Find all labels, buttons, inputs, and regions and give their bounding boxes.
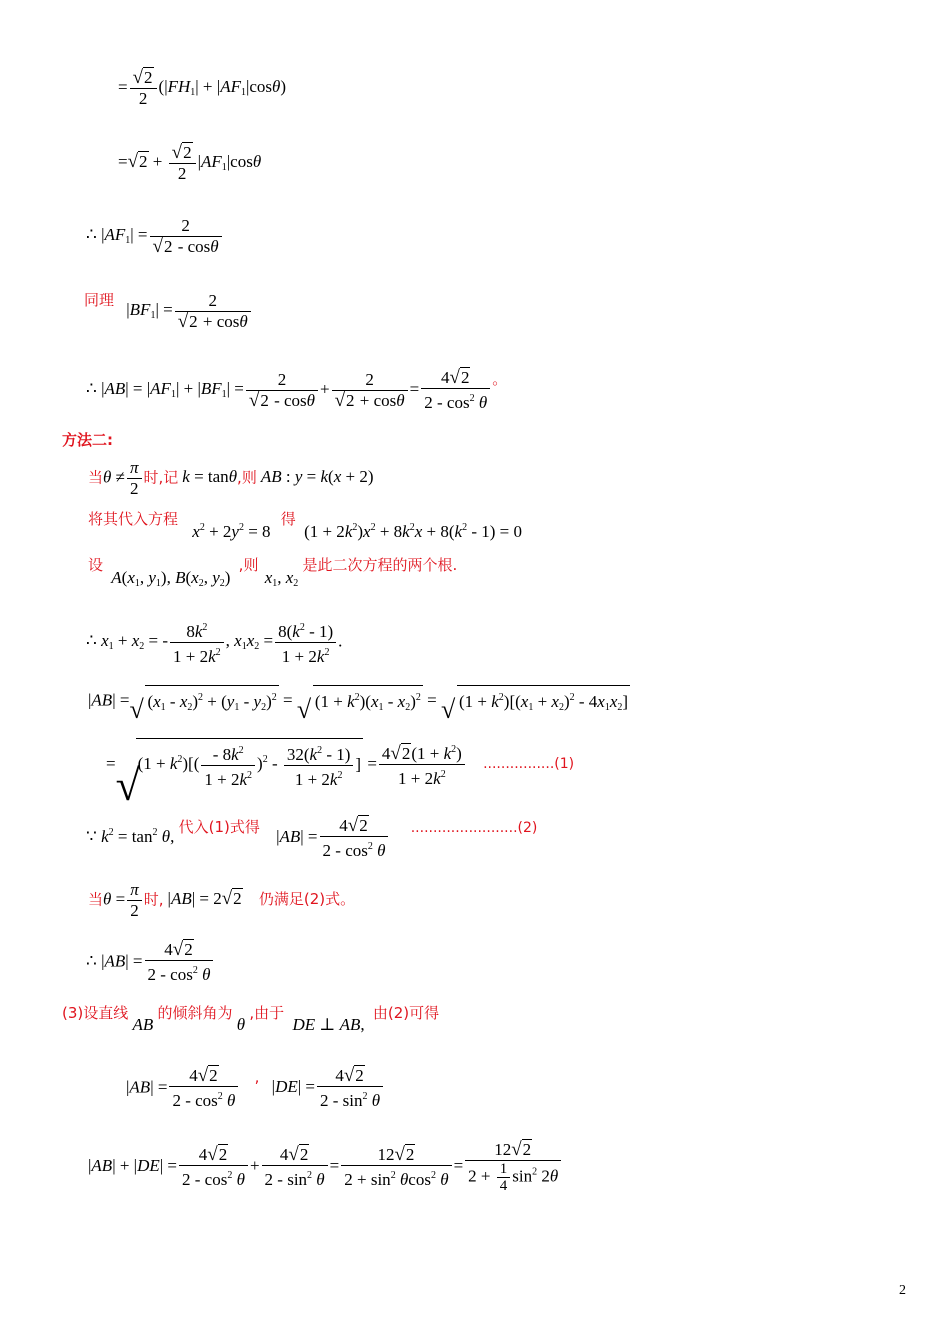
equation-line-1: = $\frac{√2}{2}$ $(|FH_1| + |AF_1|\cos\theta)$ (118, 67, 287, 108)
equation-line-16: |AB| = $\frac{4√2}{2 - \cos^2 \theta}$ , |DE| = $\frac{4√2}{2 - \sin^2 \theta}$ (126, 1066, 385, 1111)
label-shi-2: 时, (143, 890, 164, 909)
equation-line-5: ∴ $|AB| = |AF_1| + |BF_1|$ = $\frac{2}{√2 - \cos\theta}$ + $\frac{2}{√2 + \cos\theta}$ = $\frac{4√2}{2 - \cos^2 \theta}$ 。 (86, 367, 508, 412)
label-ze: ,则 (237, 468, 257, 487)
label-dang: 当 (88, 468, 104, 487)
label-shi-ji: 时,记 (143, 468, 179, 487)
equation-line-10: |AB| = √ $(x_1 - x_2)^2 + (y_1 - y_2)^2$ = √ $(1 + k^2)(x_1 - x_2)^2$ = √ $(1 + k^2)[(x_1 + x_2)^2 - 4x_1x_2]$ (88, 685, 630, 718)
equation-line-2: =√2 + $\frac{√2}{2}$ $|AF_1|\cos\theta$ (118, 142, 262, 183)
equation-line-7: 将其代入方程 $x^2 + 2y^2 = 8$ 得 $(1 + 2k^2)x^2 + 8k^2x + 8(k^2 - 1) = 0$ (88, 510, 522, 541)
page-number: 2 (899, 1283, 906, 1298)
label-she: 设 (88, 556, 104, 574)
comma-mark: , (254, 1068, 260, 1087)
equation-line-8: 设 $A(x_1$, $y_1$), $B(x_2$, $y_2$) ,则 $x_1$, $x_2$ 是此二次方程的两个根. (88, 556, 458, 589)
equation-line-11: = √ $(1 + k^2)$[( $\frac{- 8k^2}{1 + 2k^2}$ )$^2$ - $\frac{32(k^2 - 1)}{1 + 2k^2}$ ] = $\frac{4√2(1 + k^2)}{1 + 2k^2}$ ................(1) (106, 738, 574, 790)
equation-line-14: ∴ |AB| = $\frac{4√2}{2 - \cos^2 \theta}$ (86, 940, 215, 985)
equation-line-4: 同理 $|BF_1|$ = $\frac{2}{√2 + \cos\theta}$ (84, 291, 253, 332)
label-ze-2: ,则 (238, 556, 259, 574)
label-q3a: (3)设直线 (62, 1004, 129, 1022)
label-tongli: 同理 (84, 291, 115, 310)
label-reng: 仍满足(2)式。 (258, 890, 356, 909)
period-mark: 。 (492, 370, 508, 389)
dots-1: ................(1) (483, 756, 575, 772)
label-daiqi: 将其代入方程 (88, 510, 179, 528)
label-dairu: 代入(1)式得 (178, 818, 260, 837)
label-dang-2: 当 (88, 890, 104, 909)
equation-line-17: |AB| + |DE| = $\frac{4√2}{2 - \cos^2 \theta}$ + $\frac{4√2}{2 - \sin^2 \theta}$ = $\frac{12√2}{2 + \sin^2 \theta\cos^2 \theta}$ = 12√2 2 + $\frac{1}{4}$ $\sin^2 2\theta$ (88, 1140, 563, 1194)
label-de: 得 (280, 510, 296, 528)
label-q3c: ,由于 (249, 1004, 285, 1022)
equation-line-9: ∴ $x_1 + x_2$ = - $\frac{8k^2}{1 + 2k^2}$ , $x_1x_2$ = $\frac{8(k^2 - 1)}{1 + 2k^2}$ . (86, 622, 343, 666)
method-2-heading (62, 430, 113, 450)
equation-line-12: ∵ $k^2 = \tan^2 \theta$, 代入(1)式得 |AB| = $\frac{4√2}{2 - \cos^2 \theta}$ $^{........................(2)}$ (86, 815, 538, 860)
equation-line-13: 当θ = $\frac{\pi}{2}$ 时, |AB| = 2√2 仍满足(2)式。 (88, 880, 356, 920)
label-roots: 是此二次方程的两个根. (302, 556, 458, 574)
equation-line-6: 当θ ≠ $\frac{\pi}{2}$ 时,记 k = tanθ,则 AB : y = k(x + 2) (88, 458, 374, 498)
equation-line-15: (3)设直线 AB 的倾斜角为 θ ,由于 DE ⊥ AB, 由(2)可得 (62, 1004, 440, 1034)
method-2-label: 方法二: (62, 431, 113, 449)
dots-2: ........................(2) (410, 820, 538, 837)
label-q3b: 的倾斜角为 (157, 1004, 233, 1022)
equation-line-3: ∴ $|AF_1|$ = $\frac{2}{√2 - \cos\theta}$ (86, 216, 224, 257)
label-q3d: 由(2)可得 (372, 1004, 440, 1022)
